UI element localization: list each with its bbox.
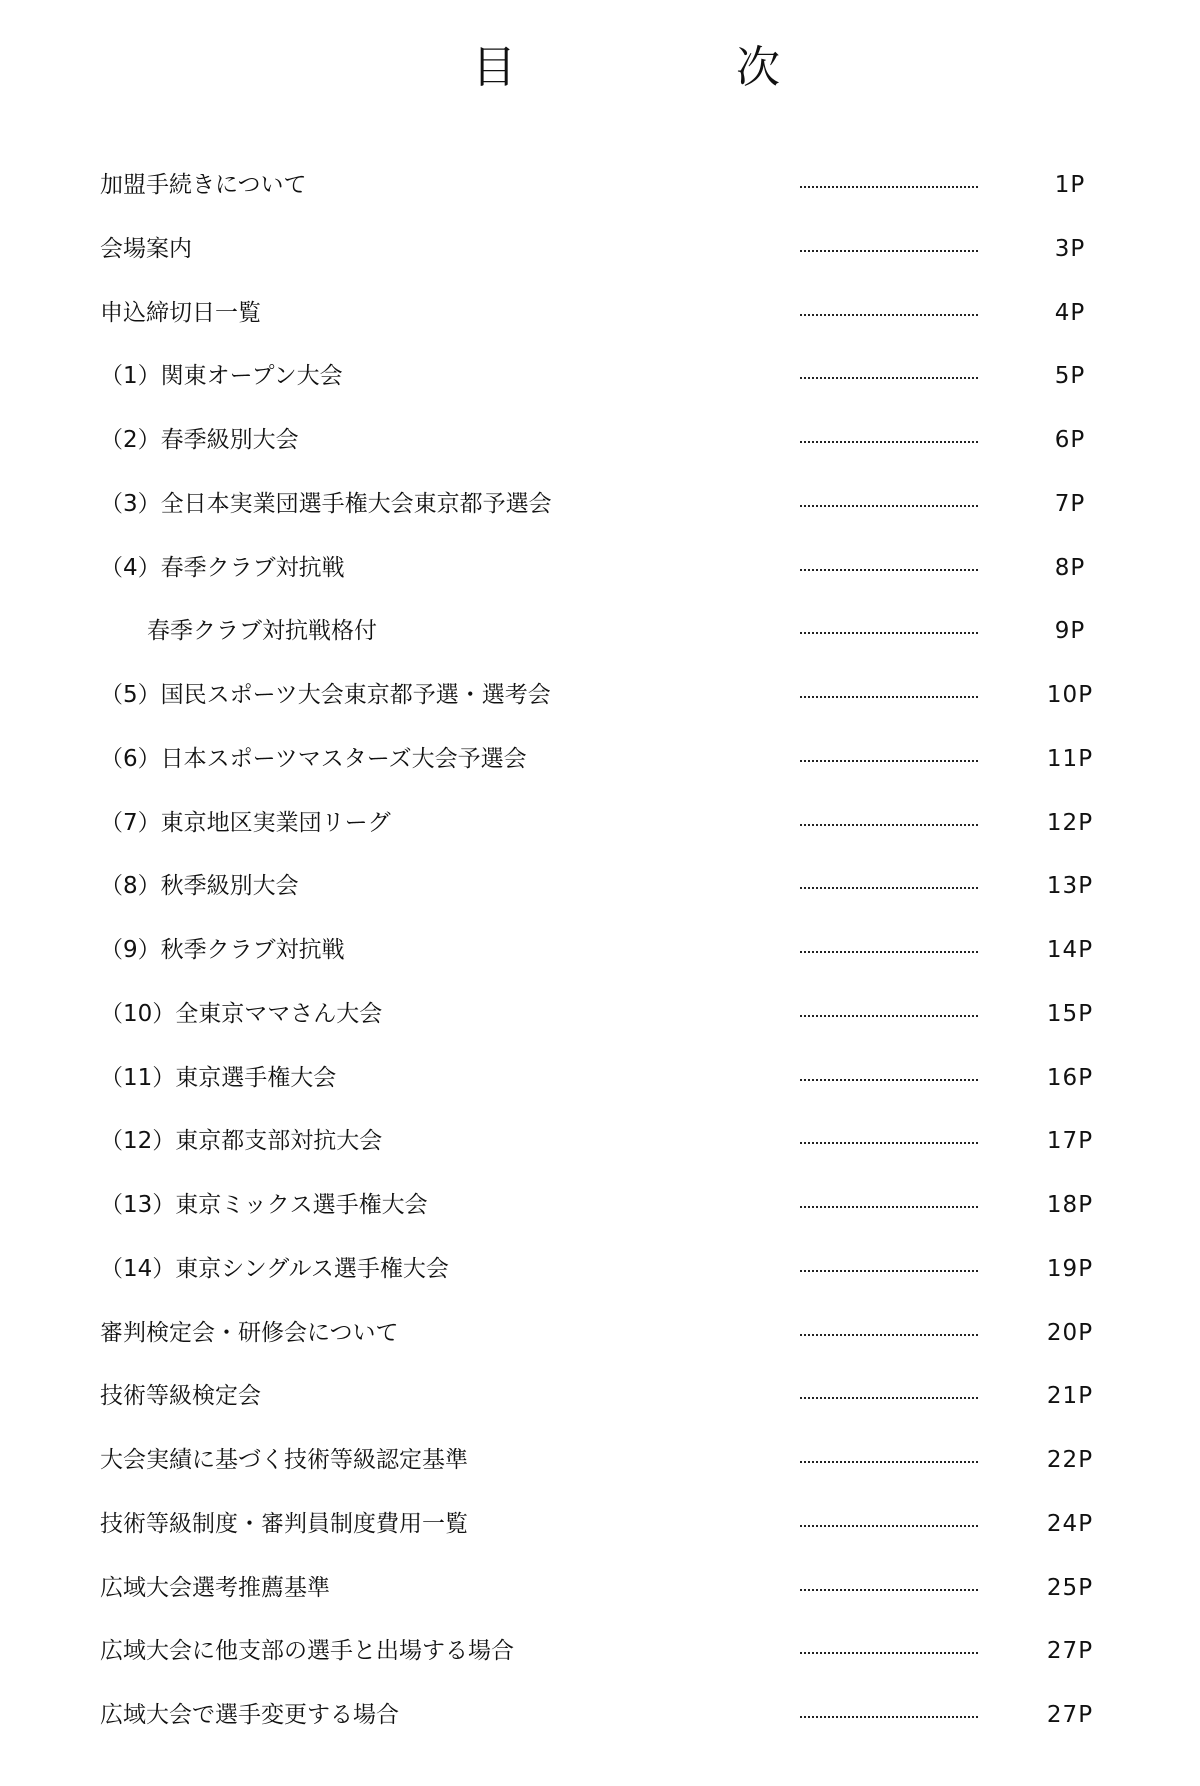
toc-entry-page-number: 10P [1046, 682, 1094, 708]
toc-entry[interactable] [0, 925, 1200, 989]
toc-dot-leader [800, 951, 978, 953]
toc-entry-page-number: 18P [1046, 1192, 1094, 1218]
toc-entry-page-number: 27P [1046, 1702, 1094, 1728]
toc-entry[interactable] [0, 1435, 1200, 1499]
toc-entry[interactable] [0, 1626, 1200, 1690]
toc-entry[interactable] [0, 670, 1200, 734]
toc-entry[interactable] [0, 1116, 1200, 1180]
toc-dot-leader [800, 1397, 978, 1399]
toc-dot-leader [800, 1079, 978, 1081]
toc-entry-page-number: 1P [1054, 172, 1086, 198]
toc-entry[interactable] [0, 543, 1200, 607]
toc-entry-page-number: 8P [1054, 554, 1086, 581]
toc-entry-label: 広域大会に他支部の選手と出場する場合 [100, 1638, 514, 1665]
toc-entry-page-number: 13P [1046, 873, 1094, 900]
toc-entry-label: 春季クラブ対抗戦格付 [147, 618, 377, 645]
toc-dot-leader [800, 1142, 978, 1144]
toc-entry[interactable] [0, 1499, 1200, 1563]
toc-entry-label: （6）日本スポーツマスターズ大会予選会 [100, 745, 527, 772]
toc-entry-label: （5）国民スポーツ大会東京都予選・選考会 [100, 682, 551, 708]
toc-entry[interactable] [0, 415, 1200, 479]
toc-entry-label: （2）春季級別大会 [100, 427, 299, 453]
toc-entry-page-number: 7P [1054, 490, 1086, 517]
toc-entry[interactable] [0, 351, 1200, 415]
toc-entry-page-number: 27P [1046, 1638, 1094, 1665]
toc-entry[interactable] [0, 1563, 1200, 1627]
toc-entry-page-number: 19P [1046, 1255, 1094, 1282]
toc-entry-label: （11）東京選手権大会 [100, 1064, 337, 1091]
toc-entry-page-number: 15P [1046, 1000, 1094, 1027]
toc-dot-leader [800, 824, 978, 826]
toc-dot-leader [800, 1589, 978, 1591]
toc-entry-label: （1）関東オープン大会 [100, 363, 343, 390]
toc-entry-page-number: 5P [1054, 363, 1086, 390]
toc-entry[interactable] [0, 606, 1200, 670]
toc-entry[interactable] [0, 288, 1200, 352]
toc-dot-leader [800, 1334, 978, 1336]
toc-entry-label: （12）東京都支部対抗大会 [100, 1128, 383, 1155]
page-title-char-2: 次 [736, 42, 780, 93]
toc-dot-leader [800, 1206, 978, 1208]
toc-dot-leader [800, 1461, 978, 1463]
toc-entry[interactable] [0, 479, 1200, 543]
toc-entry-page-number: 25P [1046, 1574, 1094, 1601]
toc-entry-label: （13）東京ミックス選手権大会 [100, 1192, 428, 1218]
toc-entry-label: 会場案内 [100, 235, 192, 262]
toc-dot-leader [800, 314, 978, 316]
toc-entry-label: 大会実績に基づく技術等級認定基準 [100, 1447, 468, 1473]
toc-entry-page-number: 21P [1046, 1383, 1094, 1410]
toc-dot-leader [800, 505, 978, 507]
toc-entry[interactable] [0, 989, 1200, 1053]
toc-dot-leader [800, 1015, 978, 1017]
toc-entry-page-number: 24P [1046, 1510, 1094, 1537]
toc-dot-leader [800, 632, 978, 634]
toc-entry[interactable] [0, 1053, 1200, 1117]
toc-entry-label: （4）春季クラブ対抗戦 [100, 554, 345, 581]
toc-entry-label: （9）秋季クラブ対抗戦 [100, 937, 345, 963]
toc-entry-label: 技術等級検定会 [100, 1383, 261, 1410]
toc-entry-page-number: 20P [1046, 1319, 1094, 1346]
toc-entry-page-number: 3P [1054, 235, 1086, 262]
toc-entry[interactable] [0, 1308, 1200, 1372]
toc-dot-leader [800, 1270, 978, 1272]
toc-dot-leader [800, 569, 978, 571]
toc-entry-label: （10）全東京ママさん大会 [100, 1000, 383, 1027]
toc-entry-label: （14）東京シングルス選手権大会 [100, 1255, 449, 1282]
toc-entry-label: 加盟手続きについて [100, 172, 307, 198]
toc-entry[interactable] [0, 734, 1200, 798]
page-title-char-1: 目 [472, 42, 516, 93]
toc-entry[interactable] [0, 1690, 1200, 1754]
toc-dot-leader [800, 760, 978, 762]
page-title [0, 38, 1200, 98]
toc-entry-page-number: 9P [1054, 618, 1086, 645]
toc-entry[interactable] [0, 798, 1200, 862]
toc-entry-label: （7）東京地区実業団リーグ [100, 809, 391, 836]
toc-dot-leader [800, 1716, 978, 1718]
toc-dot-leader [800, 1652, 978, 1654]
toc-entry-label: 広域大会選考推薦基準 [100, 1574, 330, 1601]
toc-entry[interactable] [0, 160, 1200, 224]
toc-entry-label: 技術等級制度・審判員制度費用一覧 [100, 1510, 468, 1537]
toc-entry-page-number: 4P [1054, 299, 1086, 326]
toc-entry-label: 広域大会で選手変更する場合 [100, 1702, 399, 1728]
toc-entry[interactable] [0, 1180, 1200, 1244]
toc-entry-label: （8）秋季級別大会 [100, 873, 299, 900]
toc-dot-leader [800, 696, 978, 698]
toc-entry-page-number: 17P [1046, 1128, 1094, 1155]
toc-entry-label: 申込締切日一覧 [100, 299, 261, 326]
toc-dot-leader [800, 887, 978, 889]
toc-dot-leader [800, 1525, 978, 1527]
toc-entry-page-number: 16P [1046, 1064, 1094, 1091]
toc-entry-page-number: 12P [1046, 809, 1094, 836]
toc-entry[interactable] [0, 224, 1200, 288]
toc-dot-leader [800, 441, 978, 443]
toc-entry-page-number: 14P [1046, 937, 1094, 963]
toc-entry-label: 審判検定会・研修会について [100, 1319, 399, 1346]
toc-entry[interactable] [0, 1244, 1200, 1308]
toc-entry-page-number: 22P [1046, 1447, 1094, 1473]
toc-entry-label: （3）全日本実業団選手権大会東京都予選会 [100, 490, 552, 517]
toc-entry[interactable] [0, 1371, 1200, 1435]
toc-dot-leader [800, 186, 978, 188]
table-of-contents [0, 160, 1200, 1754]
toc-entry-page-number: 11P [1046, 745, 1094, 772]
toc-dot-leader [800, 250, 978, 252]
toc-dot-leader [800, 377, 978, 379]
toc-entry-page-number: 6P [1054, 427, 1086, 453]
toc-entry[interactable] [0, 861, 1200, 925]
